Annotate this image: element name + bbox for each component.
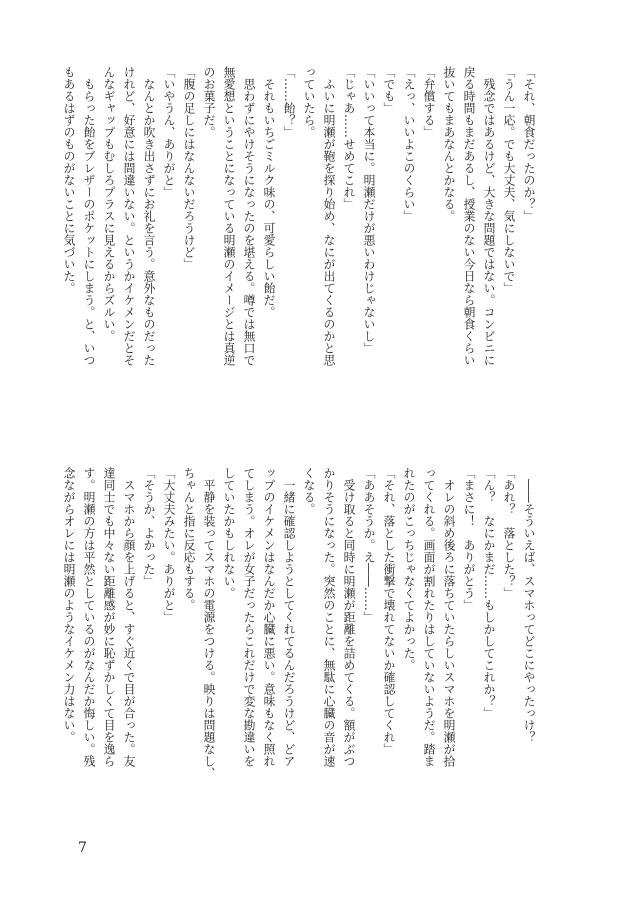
text-line: 「……飴？」 <box>282 66 296 138</box>
text-line: 念ながらオレには明瀬のようなイケメン力はない。 <box>62 467 76 743</box>
text-line: 「いいって本当に。明瀬だけが悪いわけじゃないし」 <box>362 66 376 354</box>
text-line: れたのがこっちじゃなくてよかった。 <box>402 467 416 671</box>
text-line: 達同士でも中々ない距離感が妙に恥ずかしくて目を逸ら <box>102 467 116 767</box>
text-line: 「腹の足しにはなんないだろうけど」 <box>182 66 196 270</box>
text-line: す。明瀬の方は平然としているのがなんだか悔しい。残 <box>82 467 96 767</box>
text-line: 「じゃあ……せめてこれ」 <box>342 66 356 210</box>
text-line: ップのイケメンはなんだか心臓に悪い。意味もなく照れ <box>262 467 276 767</box>
page-number: 7 <box>78 840 87 856</box>
text-line: 「大丈夫みたい。ありがと」 <box>162 467 176 623</box>
text-line: 「あれ？ 落とした？」 <box>502 467 516 599</box>
text-line: 「弁償する」 <box>422 66 436 138</box>
text-line: 思わずにやけそうになったのを堪える。噂では無口で <box>242 66 256 366</box>
text-line: けれど、好意には間違いない。というかイケメンだとそ <box>122 66 136 366</box>
upper-text-block <box>62 66 539 366</box>
text-line: オレの斜め後ろに落ちていたらしいスマホを明瀬が拾 <box>442 467 456 767</box>
text-line: 「いやうん、ありがと」 <box>162 66 176 198</box>
text-line: それもいちごミルク味の、可愛らしい飴だ。 <box>262 66 276 318</box>
text-line: っていたら。 <box>302 66 316 138</box>
text-line: 「そうか、よかった」 <box>142 467 156 587</box>
text-line: 「うん一応。でも大丈夫、気にしないで」 <box>502 66 516 294</box>
text-line: 受け取ると同時に明瀬が距離を詰めてくる。額がぶつ <box>342 467 356 767</box>
text-line: 無愛想ということになっている明瀬のイメージとは真逆 <box>222 66 236 366</box>
text-line: んなギャップもむしろプラスに見えるからズルい。 <box>102 66 116 342</box>
text-line: 「まさに！ ありがとう」 <box>462 467 476 611</box>
text-line: なんとか吹き出さずにお礼を言う。意外なものだった <box>142 66 156 366</box>
text-line: 戻る時間もまだあるし、授業のない今日なら朝食くらい <box>462 66 476 366</box>
text-line: していたかもしれない。 <box>222 467 236 599</box>
text-line: 抜いてもまあなんとかなる。 <box>442 66 456 222</box>
text-line: ふいに明瀬が鞄を探り始め、なにが出てくるのかと思 <box>322 66 336 366</box>
text-line: ちゃんと指に反応もする。 <box>182 467 196 611</box>
lower-text-block <box>62 467 539 795</box>
text-line: ――そういえば、スマホってどこにやったっけ？ <box>522 467 536 743</box>
text-line: かりそうになった。突然のことに、無駄に心臓の音が速 <box>322 467 336 767</box>
text-line: もあるはずのものがないことに気づいた。 <box>62 66 76 294</box>
text-line: もらった飴をブレザーのポケットにしまう。と、いつ <box>82 66 96 366</box>
text-line: スマホから顔を上げると、すぐ近くで目が合った。友 <box>122 467 136 767</box>
text-line: 残念ではあるけど、大きな問題ではない。コンビニに <box>482 66 496 366</box>
text-line: 「それ、朝食だったのか？」 <box>522 66 536 222</box>
text-line: てしまう。オレが女子だったらこれだけで変な勘違いを <box>242 467 256 767</box>
text-line: 「でも」 <box>382 66 396 114</box>
text-line: 「それ、落とした衝撃で壊れてないか確認してくれ」 <box>382 467 396 755</box>
text-line: 「ああそうか。え――……」 <box>362 467 376 623</box>
text-line: 「えっ、いいよこのくらい」 <box>402 66 416 222</box>
text-line: 一緒に確認しようとしてくれてるんだろうけど、どア <box>282 467 296 767</box>
text-line: 平静を装ってスマホの電源をつける。映りは問題なし、 <box>202 467 216 779</box>
text-line: 「ん？ なにかまだ……もしかしてこれか？」 <box>482 467 496 719</box>
text-line: ってくれる。画面が割れたりはしていないようだ。踏ま <box>422 467 436 767</box>
text-line: くなる。 <box>302 467 316 515</box>
text-line: のお菓子だ。 <box>202 66 216 138</box>
